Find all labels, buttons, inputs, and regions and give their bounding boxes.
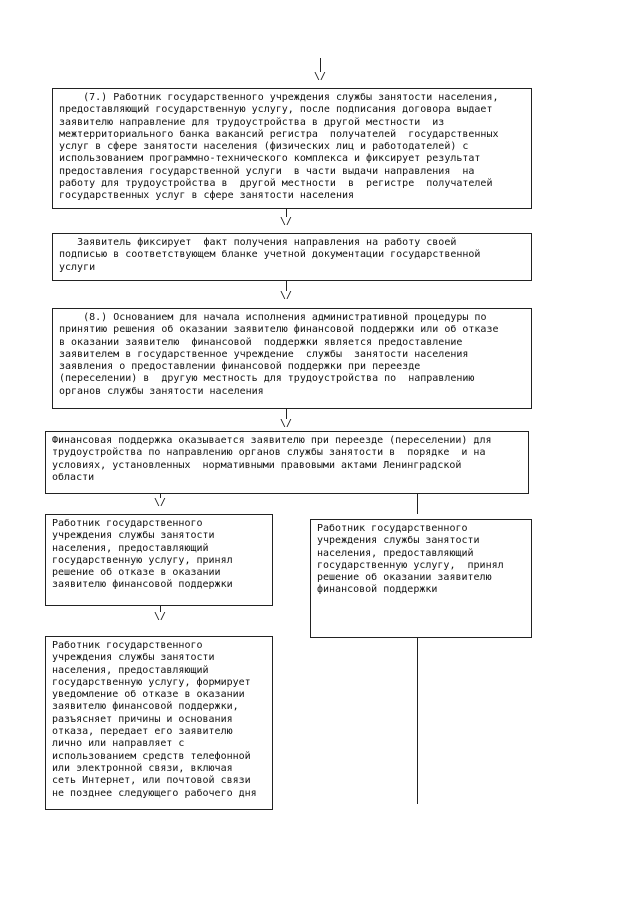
arrow-to-support: \/ xyxy=(276,409,296,429)
grant-decision-box: Работник государственного учреждения службы занятости населения, предоставляющий государственную услугу, принял решение об оказании заявителю финансовой поддержки xyxy=(310,519,532,638)
arrow-top: \/ xyxy=(310,58,330,82)
arrow-to-notify: \/ xyxy=(150,606,170,622)
arrow-to-step8: \/ xyxy=(276,281,296,301)
step7-box: (7.) Работник государственного учреждения службы занятости населения, предоставляющий государственную услугу, после подписания договора выдает заявителю направление для трудоустройства в другой местности из межтерриториального банка вакансий регистра получателей государственных услуг в сфере занятости населения (физических лиц и работодателей) с использованием программно-технического комплекса и фиксирует результат предоставления государственной услуги в части выдачи направления на работу для трудоустройства в другой местности в регистре получателей государственных услуг в сфере занятости населения xyxy=(52,88,532,209)
refusal-decision-box: Работник государственного учреждения службы занятости населения, предоставляющий государственную услугу, принял решение об отказе в оказании заявителю финансовой поддержки xyxy=(45,514,273,606)
grant-continuation-line xyxy=(417,638,418,804)
step8-box: (8.) Основанием для начала исполнения административной процедуры по принятию решения об оказании заявителю финансовой поддержки или об отказе в оказании заявителю финансовой поддержки является предоставление заявителем в государственное учреждение службы занятости населения заявления о предоставлении финансовой поддержки при переезде (переселении) в другую местность для трудоустройства по направлению органов службы занятости населения xyxy=(52,308,532,409)
arrow-to-refuse: \/ xyxy=(150,494,170,508)
line-to-grant xyxy=(417,494,418,514)
refusal-notice-box: Работник государственного учреждения службы занятости населения, предоставляющий государственную услугу, формирует уведомление об отказе в оказании заявителю финансовой поддержки, разъясняет причины и основания отказа, передает его заявителю лично или направляет с использованием средств телефонной или электронной связи, включая сеть Интернет, или почтовой связи не позднее следующего рабочего дня xyxy=(45,636,273,810)
financial-support-box: Финансовая поддержка оказывается заявителю при переезде (переселении) для трудоустройства по направлению органов службы занятости в порядке и на условиях, установленных нормативными правовыми актами Ленинградской области xyxy=(45,431,529,494)
applicant-fix-box: Заявитель фиксирует факт получения направления на работу своей подписью в соответствующем бланке учетной документации государственной услуги xyxy=(52,233,532,281)
arrow-to-fix: \/ xyxy=(276,209,296,227)
